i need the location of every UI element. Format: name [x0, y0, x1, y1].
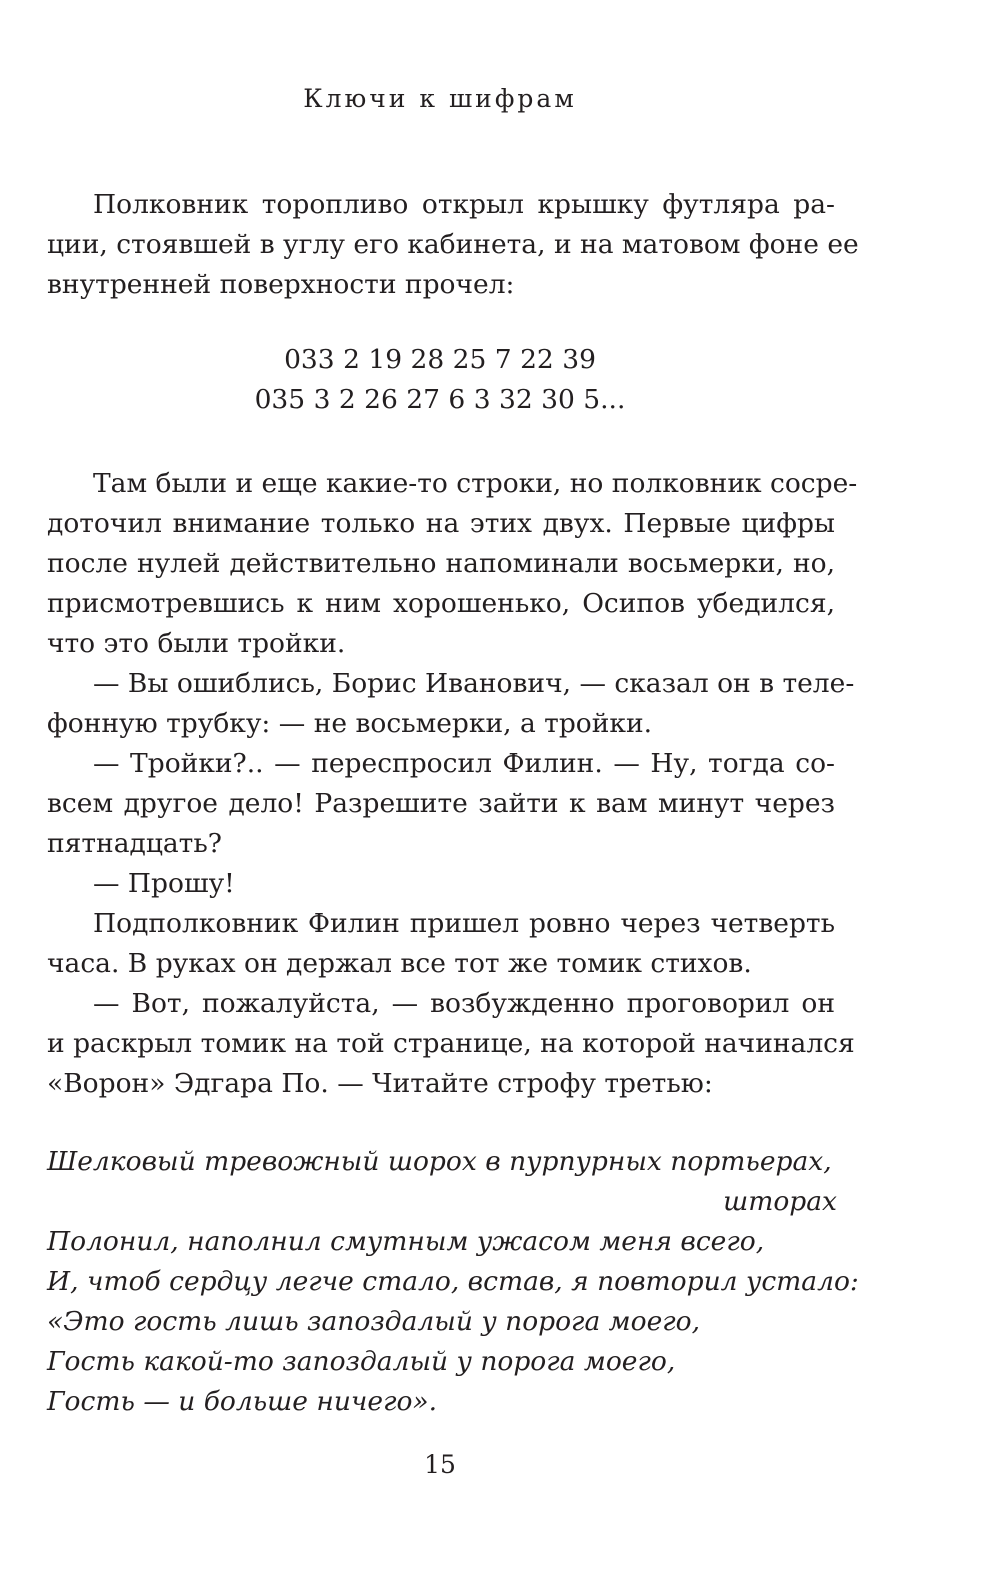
- poem-line-continuation: шторах: [723, 1186, 837, 1217]
- text-line: внутренней поверхности прочел:: [47, 269, 515, 300]
- poem-line: Гость — и больше ничего».: [47, 1386, 438, 1417]
- text-line: ции, стоявшей в углу его кабинета, и на матовом фоне ее: [47, 229, 859, 260]
- paragraph-3: [47, 664, 855, 744]
- poem-line: И, чтоб сердцу легче стало, встав, я повторил устало:: [47, 1266, 859, 1297]
- text-line: пятнадцать?: [47, 828, 222, 859]
- text-line: Полковник торопливо открыл крышку футляра ра-: [93, 189, 835, 220]
- text-line: фонную трубку: — не восьмерки, а тройки.: [47, 708, 653, 739]
- text-line: после нулей действительно напоминали восьмерки, но,: [47, 548, 835, 579]
- text-line: и раскрыл томик на той странице, на которой начинался: [47, 1028, 855, 1059]
- paragraph-6: [47, 904, 835, 984]
- text-line: — Тройки?.. — переспросил Филин. — Ну, тогда со-: [93, 748, 835, 779]
- text-line: — Вы ошиблись, Борис Иванович, — сказал он в теле-: [93, 668, 855, 699]
- text-line: присмотревшись к ним хорошенько, Осипов убедился,: [47, 588, 835, 619]
- text-line: часа. В руках он держал все тот же томик стихов.: [47, 948, 752, 979]
- text-line: Подполковник Филин пришел ровно через четверть: [93, 908, 835, 939]
- poem-line: Гость какой-то запоздалый у порога моего,: [47, 1346, 676, 1377]
- poem-stanza: [47, 1142, 859, 1422]
- paragraph-2: [47, 464, 858, 664]
- text-line: всем другое дело! Разрешите зайти к вам минут через: [47, 788, 835, 819]
- paragraph-4: [47, 744, 835, 864]
- text-line: Там были и еще какие-то строки, но полковник сосре-: [93, 468, 858, 499]
- running-head: Ключи к шифрам: [303, 84, 577, 113]
- text-line: доточил внимание только на этих двух. Первые цифры: [47, 508, 835, 539]
- paragraph-5: [47, 864, 835, 904]
- paragraph-1: [47, 185, 859, 305]
- text-line: «Ворон» Эдгара По. — Читайте строфу третью:: [47, 1068, 713, 1099]
- text-line: — Прошу!: [93, 868, 235, 899]
- text-line: что это были тройки.: [47, 628, 346, 659]
- poem-line: «Это гость лишь запоздалый у порога моего,: [47, 1306, 701, 1337]
- poem-line: Полонил, наполнил смутным ужасом меня всего,: [47, 1226, 765, 1257]
- cipher-codes: [0, 340, 880, 420]
- code-line-2: 035 3 2 26 27 6 3 32 30 5...: [254, 384, 626, 415]
- poem-line: Шелковый тревожный шорох в пурпурных портьерах,: [47, 1146, 832, 1177]
- code-line-1: 033 2 19 28 25 7 22 39: [284, 344, 596, 375]
- text-line: — Вот, пожалуйста, — возбужденно проговорил он: [93, 988, 835, 1019]
- page-number: 15: [424, 1450, 456, 1479]
- paragraph-7: [47, 984, 855, 1104]
